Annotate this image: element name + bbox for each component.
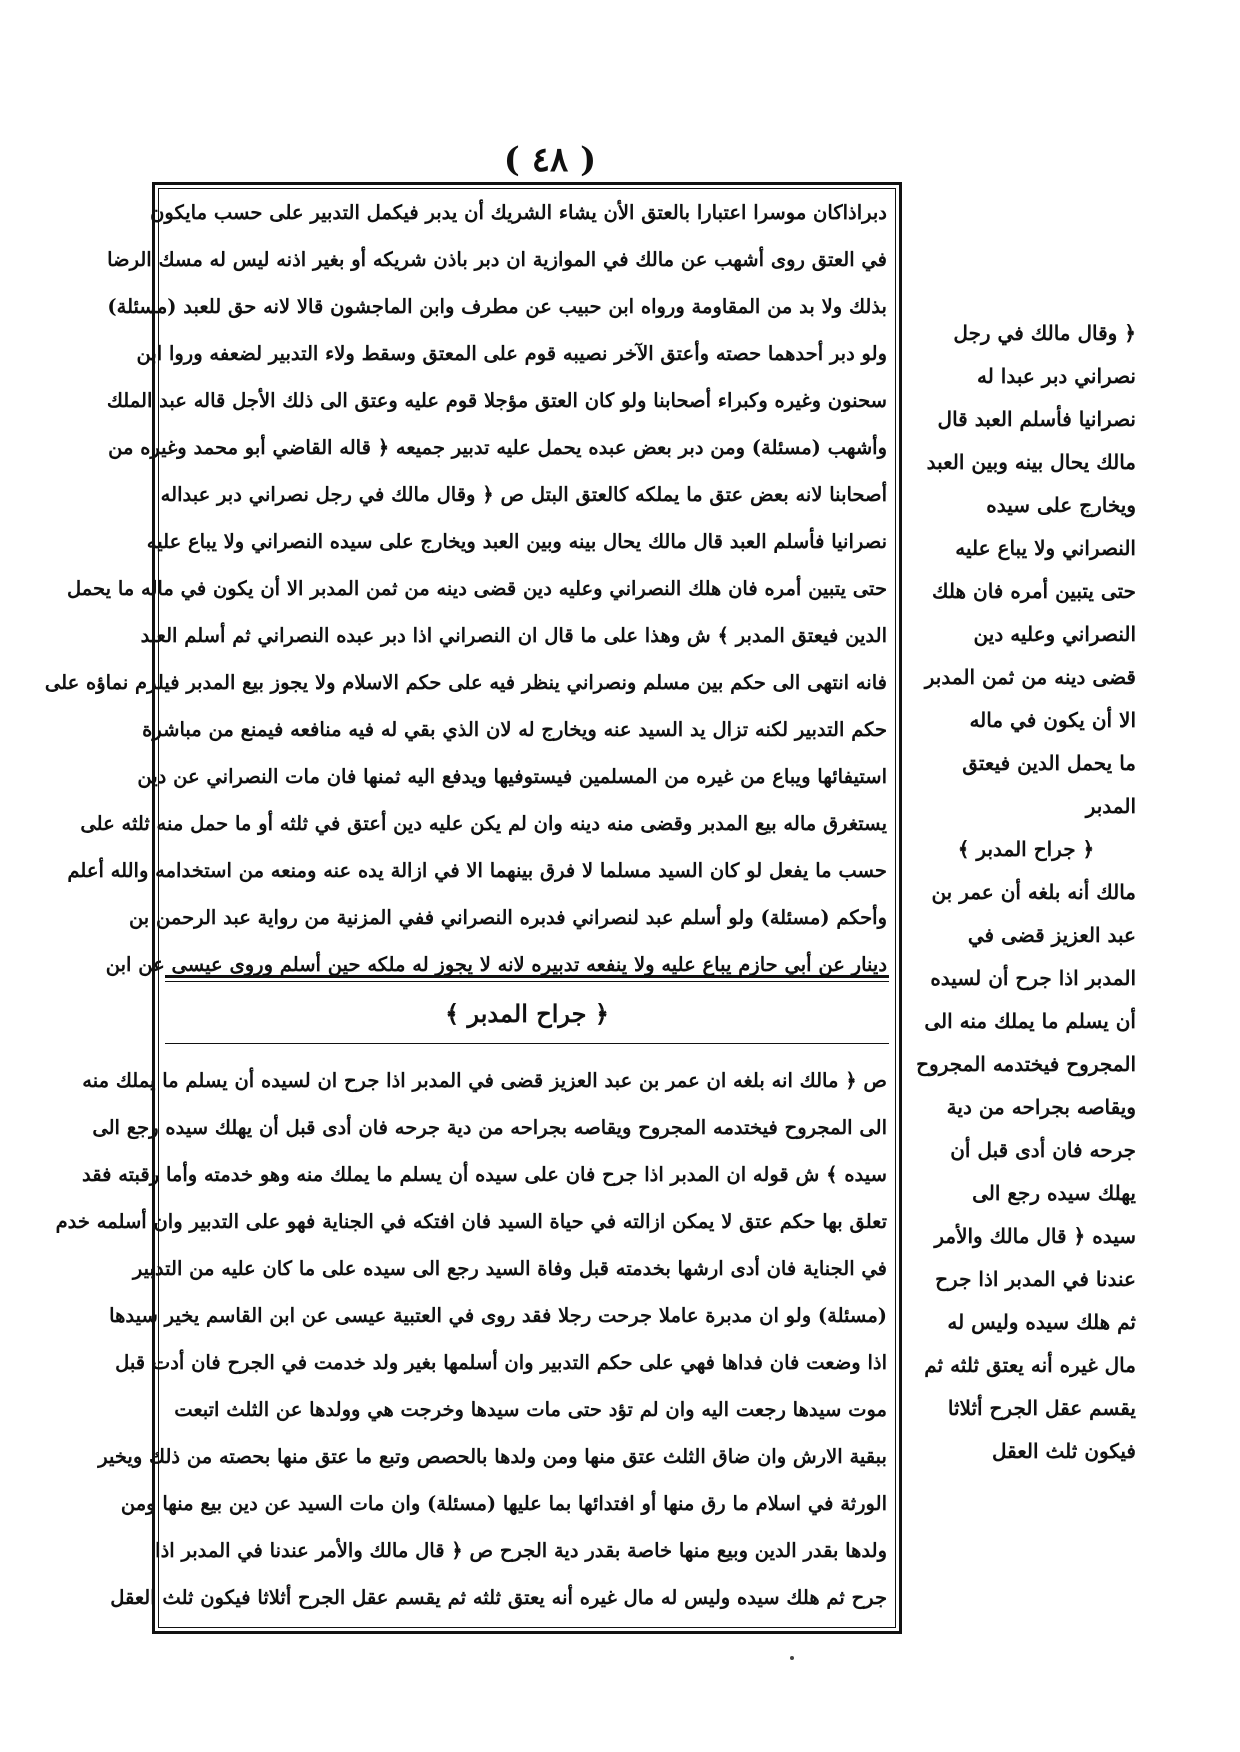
text-line: نصرانيا فأسلم العبد قال مالك يحال بينه وبين العبد ويخارج على سيده النصراني ولا يباع عليه [146,530,887,553]
text-line: الدين فيعتق المدبر ﴾ ش وهذا على ما قال ان النصراني اذا دبر عبده النصراني ثم أسلم العبد [140,624,887,647]
margin-line: المجروح فيختدمه المجروح [916,1052,1136,1076]
margin-line: مالك أنه بلغه أن عمر بن [931,880,1136,904]
text-line: تعلق بها حكم عتق لا يمكن ازالته في حياة السيد فان افتكه في الجناية فهو على التدبير وان أسلمه خدم [55,1210,887,1233]
margin-line: نصراني دبر عبدا له [977,364,1136,388]
main-text-frame [44,182,902,1634]
margin-notes [916,312,1136,1473]
text-line: استيفائها ويباع من غيره من المسلمين فيستوفيها ويدفع اليه ثمنها فان مات النصراني عن دين [137,765,887,788]
text-line: ولدها بقدر الدين وبيع منها خاصة بقدر دية الجرح ص ﴿ قال مالك والأمر عندنا في المدبر اذا [155,1539,887,1562]
text-line: الى المجروح فيختدمه المجروح ويقاصه بجراحه من دية جرحه فان أدى قبل أن يهلك سيده رجع الى [92,1116,887,1139]
text-line: وأشهب (مسئلة) ومن دبر بعض عبده يحمل عليه تدبير جميعه ﴿ قاله القاضي أبو محمد وغيره من [108,436,887,459]
margin-line: الا أن يكون في ماله [969,708,1136,732]
text-line: بذلك ولا بد من المقاومة ورواه ابن حبيب عن مطرف وابن الماجشون قالا لانه حق للعبد (مسئلة) [107,295,887,318]
margin-line: جرحه فان أدى قبل أن [950,1138,1136,1162]
text-line: (مسئلة) ولو ان مدبرة عاملا جرحت رجلا فقد روى في العتبية عيسى عن ابن القاسم يخير سيدها [109,1304,887,1327]
margin-line: النصراني ولا يباع عليه [955,536,1136,560]
scan-speck [790,1656,794,1660]
margin-line: مال غيره أنه يعتق ثلثه ثم [924,1353,1136,1377]
text-line: الورثة في اسلام ما رق منها أو افتدائها بما عليها (مسئلة) وان مات السيد عن دين بيع منها ومن [120,1492,887,1515]
margin-line: نصرانيا فأسلم العبد قال [937,407,1136,431]
margin-line: ويقاصه بجراحه من دية [946,1095,1136,1119]
text-line: حتى يتبين أمره فان هلك النصراني وعليه دين قضى دينه من ثمن المدبر الا أن يكون في ماله ما يحمل [67,577,887,600]
margin-line: سيده ﴿ قال مالك والأمر [934,1224,1136,1248]
margin-line: قضى دينه من ثمن المدبر [924,665,1136,689]
margin-line: فيكون ثلث العقل [992,1439,1136,1463]
text-line: جرح ثم هلك سيده وليس له مال غيره أنه يعتق ثلثه ثم يقسم عقل الجرح أثلاثا فيكون ثلث العقل [110,1586,887,1609]
text-line: حكم التدبير لكنه تزال يد السيد عنه ويخارج له لان الذي بقي له فيه منافعه فيمنع من مباشرة [142,718,887,741]
margin-line: يقسم عقل الجرح أثلاثا [947,1396,1136,1420]
margin-line: ما يحمل الدين فيعتق [962,751,1136,775]
margin-line: أن يسلم ما يملك منه الى [924,1009,1136,1033]
text-line: اذا وضعت فان فداها فهي على حكم التدبير وان أسلمها بغير ولد خدمت في الجرح فان أدت قبل [115,1351,887,1374]
margin-line: عبد العزيز قضى في [967,923,1136,947]
margin-line: المدبر اذا جرح أن لسيده [930,966,1136,990]
margin-line: ﴿ وقال مالك في رجل [953,321,1136,345]
text-line: دينار عن أبي حازم يباع عليه ولا ينفعه تدبيره لانه لا يجوز له ملكه حين أسلم وروى عيسى عن ابن [105,953,887,976]
text-line: في العتق روى أشهب عن مالك في الموازية ان دبر باذن شريكه أو بغير اذنه ليس له مسك الرضا [107,248,887,271]
margin-line: ويخارج على سيده [986,493,1136,517]
margin-line: ثم هلك سيده وليس له [947,1310,1136,1334]
margin-line: عندنا في المدبر اذا جرح [935,1267,1136,1291]
text-line: يستغرق ماله بيع المدبر وقضى منه دينه وان لم يكن عليه دين أعتق في ثلثه أو ما حمل منه ثلثه على [80,812,887,835]
section-heading: ﴿ جراح المدبر ﴾ [445,999,609,1028]
margin-line: يهلك سيده رجع الى [972,1181,1136,1205]
margin-line: المدبر [1085,794,1136,818]
text-line: حسب ما يفعل لو كان السيد مسلما لا فرق بينهما الا في ازالة يده عنه ومنعه من استخدامه والله أعلم [67,859,887,882]
text-line: ببقية الارش وان ضاق الثلث عتق منها ومن ولدها بالحصص وتبع ما عتق منها بحصته من ذلك ويخير [98,1445,887,1468]
margin-heading: ﴿ جراح المدبر ﴾ [957,837,1095,861]
text-line: في الجناية فان أدى ارشها بخدمته قبل وفاة السيد رجع الى سيده على ما كان عليه من التدبير [132,1257,887,1280]
margin-line: حتى يتبين أمره فان هلك [932,579,1136,603]
main-text-upper [44,189,887,988]
margin-line: النصراني وعليه دين [973,622,1136,646]
section-divider-bottom [165,1043,889,1044]
text-line: أصحابنا لانه بعض عتق ما يملكه كالعتق البتل ص ﴿ وقال مالك في رجل نصراني دبر عبداله [160,483,887,506]
text-line: ولو دبر أحدهما حصته وأعتق الآخر نصيبه قوم على المعتق وسقط ولاء التدبير لضعفه وروا ابن [136,342,887,365]
text-line: سيده ﴾ ش قوله ان المدبر اذا جرح فان على سيده أن يسلم ما يملك منه وهو خدمته وأما رقبته فقد [82,1163,887,1186]
text-line: موت سيدها رجعت اليه وان لم تؤد حتى مات سيدها وخرجت هي وولدها عن الثلث اتبعت [174,1398,887,1421]
section-divider-top [165,975,889,978]
section-divider-top-inner [165,981,889,982]
text-line: فانه انتهى الى حكم بين مسلم ونصراني ينظر فيه على حكم الاسلام ولا يجوز بيع المدبر فيلزم نماؤه على [44,671,887,694]
page-number: ( ٤٨ ) [503,140,597,180]
main-text-lower [55,1057,887,1621]
margin-line: مالك يحال بينه وبين العبد [926,450,1136,474]
text-line: ص ﴿ مالك انه بلغه ان عمر بن عبد العزيز قضى في المدبر اذا جرح ان لسيده أن يسلم ما يملك منه [82,1069,887,1092]
text-line: دبراذاكان موسرا اعتبارا بالعتق الأن يشاء الشريك أن يدبر فيكمل التدبير على حسب مايكون [150,201,887,224]
text-line: سحنون وغيره وكبراء أصحابنا ولو كان العتق مؤجلا قوم عليه وعتق الى ذلك الأجل قاله عبد الملك [106,389,887,412]
text-line: وأحكم (مسئلة) ولو أسلم عبد لنصراني فدبره النصراني ففي المزنية من رواية عبد الرحمن بن [128,906,887,929]
